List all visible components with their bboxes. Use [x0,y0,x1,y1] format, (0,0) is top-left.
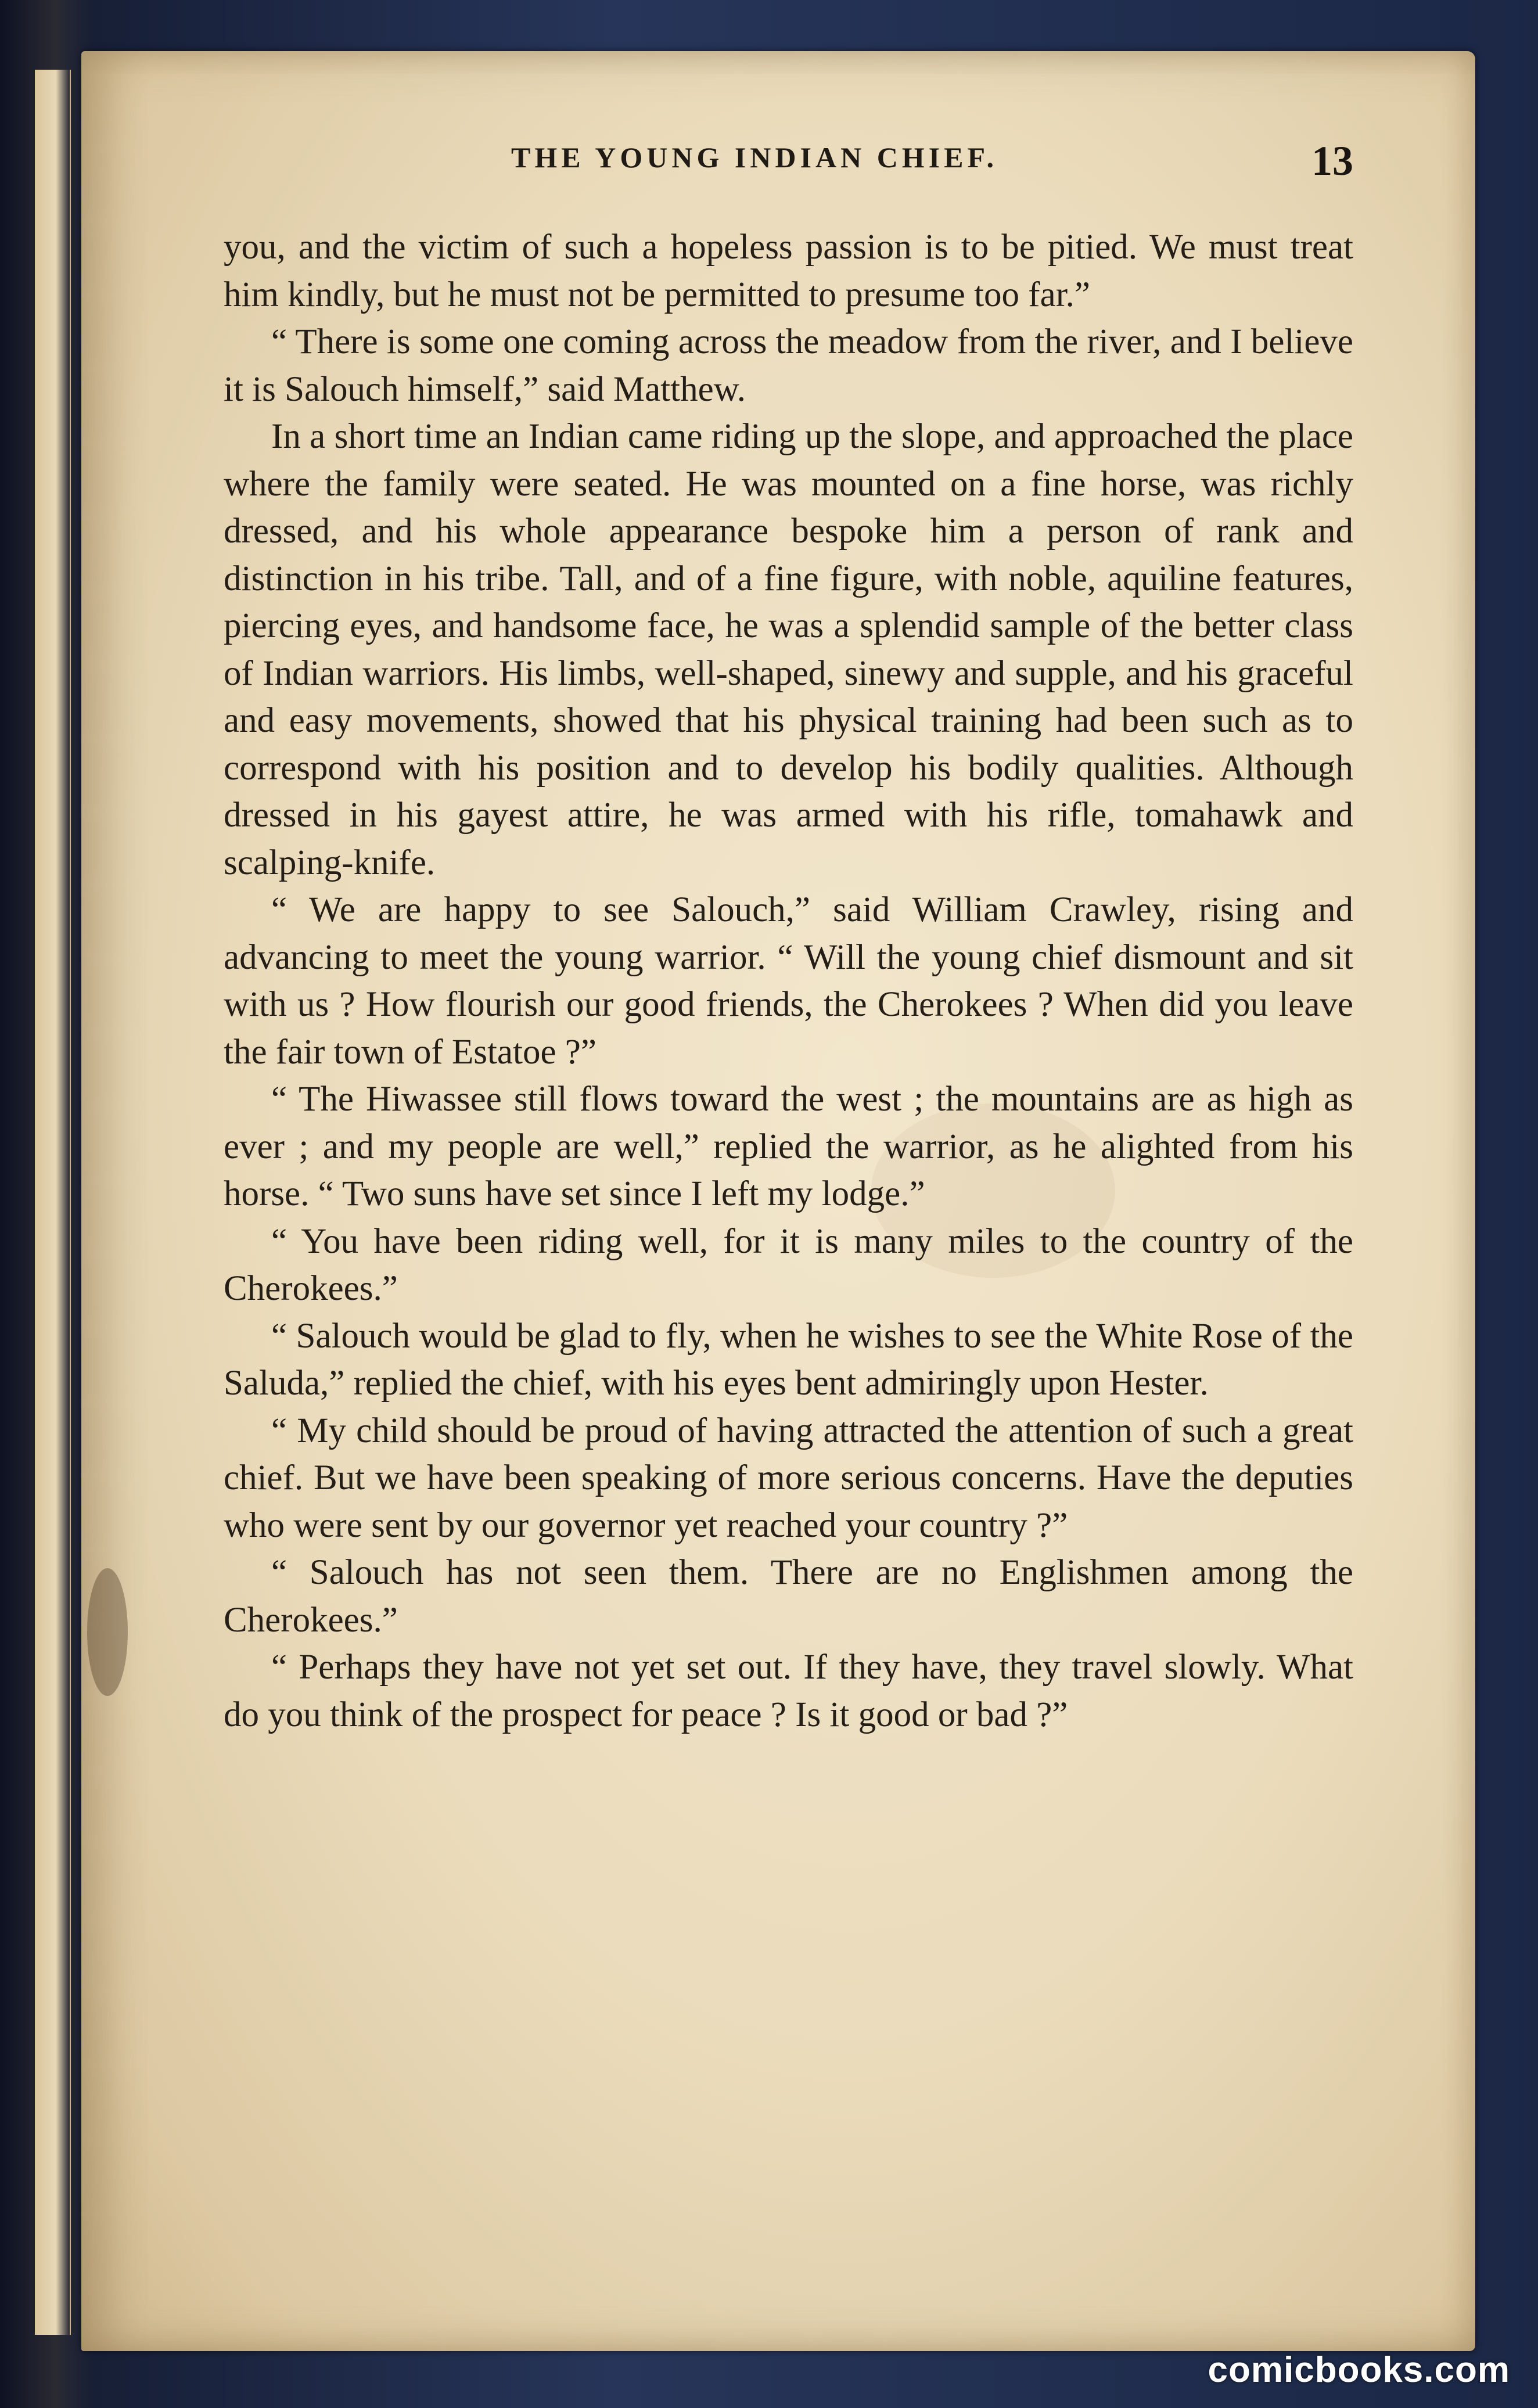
paragraph: “ You have been riding well, for it is many miles to the country of the Cherokees.” [224,1221,1353,1308]
page-gutter-edge [35,70,71,2335]
watermark: comicbooks.com [1208,2350,1510,2390]
paragraph: “ There is some one coming across the meadow from the river, and I believe it is Salouch himself,” said Matthew. [224,322,1353,409]
page-number: 13 [1311,138,1353,184]
paragraph: “ Salouch has not seen them. There are no Englishmen among the Cherokees.” [224,1553,1353,1640]
paragraph: you, and the victim of such a hopeless passion is to be pitied. We must treat him kindly, but he must not be permitted to presume too far.” [224,228,1353,314]
paragraph: “ Salouch would be glad to fly, when he wishes to see the White Rose of the Saluda,” replied the chief, with his eyes bent admiringly upon Hester. [224,1316,1353,1403]
body-text [224,224,1353,1738]
paragraph: In a short time an Indian came riding up the slope, and approached the place where the family were seated. He was mounted on a fine horse, was richly dressed, and his whole appearance bespoke him a person of rank and distinction in his tribe. Tall, and of a fine figure, with noble, aquiline features, piercing eyes, and handsome face, he was a splendid sample of the better class of Indian warriors. His limbs, well-shaped, sinewy and supple, and his graceful and easy movements, showed that his physical training had been such as to correspond with his position and to develop his bodily qualities. Although dressed in his gayest attire, he was armed with his rifle, tomahawk and scalping-knife. [224,417,1353,882]
running-head [139,137,1359,184]
paragraph: “ The Hiwassee still flows toward the west ; the mountains are as high as ever ; and my people are well,” replied the warrior, as he alighted from his horse. “ Two suns have set since I left my lodge.” [224,1080,1353,1213]
running-title: THE YOUNG INDIAN CHIEF. [511,141,998,174]
paragraph: “ My child should be proud of having attracted the attention of such a great chief. But we have been speaking of more serious concerns. Have the deputies who were sent by our governor yet reached your country ?” [224,1411,1353,1545]
paragraph: “ Perhaps they have not yet set out. If they have, they travel slowly. What do you think of the prospect for peace ? Is it good or bad ?” [224,1648,1353,1734]
paragraph: “ We are happy to see Salouch,” said William Crawley, rising and advancing to meet the young warrior. “ Will the young chief dismount and sit with us ? How flourish our good friends, the Cherokees ? When did you leave the fair town of Estatoe ?” [224,890,1353,1072]
